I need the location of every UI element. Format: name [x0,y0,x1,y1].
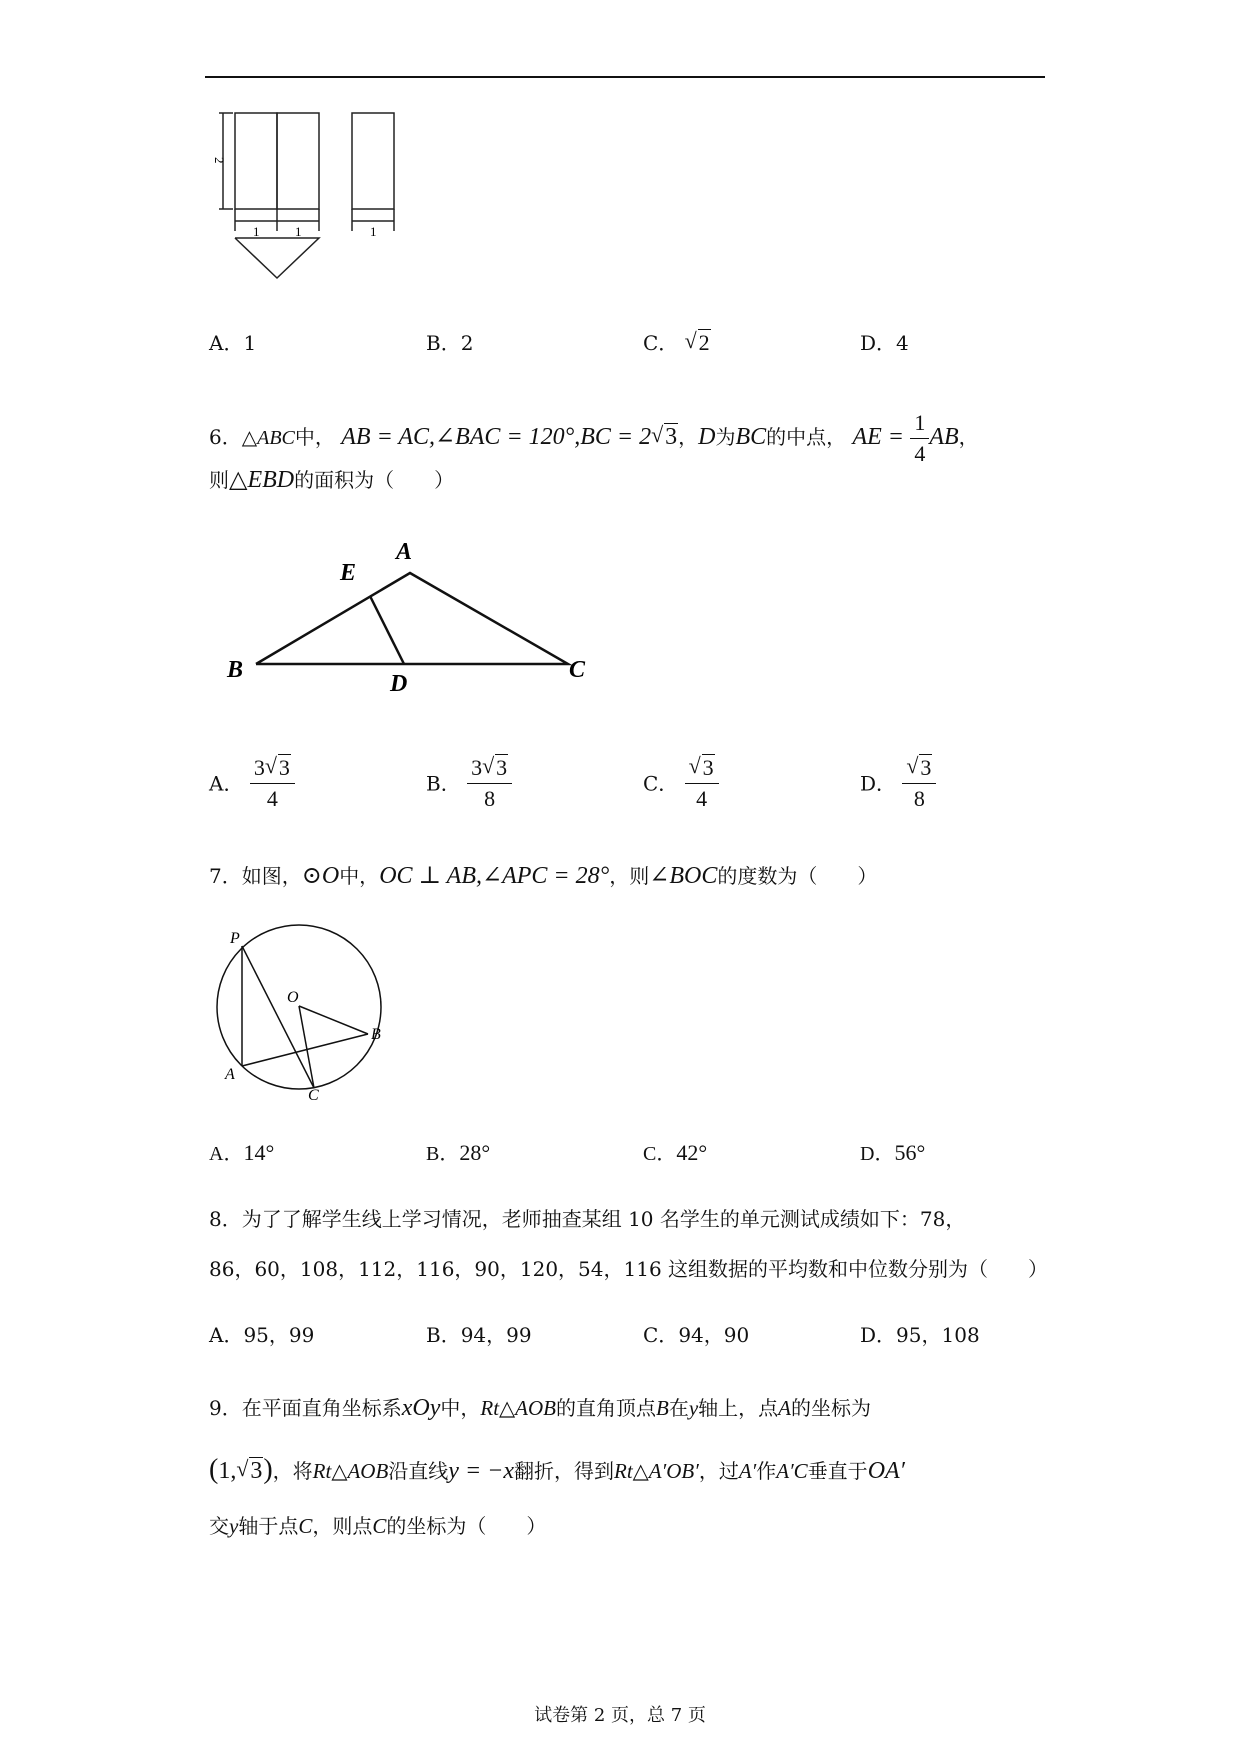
dim-width-1: 1 [253,224,260,239]
q6-stem-line1: 6．△ABC中， AB = AC,∠BAC = 120°,BC = 2√ 3，D为BC的中点， AE = $\frac{1}{4}$ AB， [209,408,979,469]
top-view-triangle [235,238,319,278]
sqrt-symbol: √ 2 [685,329,711,357]
q5-option-b: B．2 [426,331,474,355]
label-c: C [569,657,586,683]
q7-option-c: C．42° [643,1140,708,1165]
q6-option-d: D． √ $\frac{3}{8}$ [860,753,936,814]
label-e: E [340,560,357,586]
side-view [352,113,394,209]
q6-option-a: A． $\frac{3√ 3}{4}$ [209,753,295,814]
q6-fraction: $\frac{1}{4}$ [910,408,929,469]
q9-stem-line3: 交y轴于点C，则点C的坐标为（ ） [209,1514,547,1538]
three-view-figure [212,105,405,285]
q8-option-d: D．95，108 [860,1323,980,1347]
dim-width-3: 1 [370,224,377,239]
label-c: C [308,1087,319,1104]
label-b: B [371,1026,381,1043]
q6-option-b: B． $\frac{3√ 3}{8}$ [426,753,512,814]
label-a: A [396,539,413,565]
q9-stem-line2: (1,√ 3)，将Rt△AOB沿直线y = −x翻折，得到Rt△A′OB′，过A′作A′C垂直于OA′ [209,1456,905,1485]
label-a: A [225,1066,235,1083]
q8-option-a: A．95，99 [209,1323,315,1347]
q7-stem: 7．如图，⊙O中，OC ⊥ AB,∠APC = 28°，则∠BOC的度数为（ ） [209,863,878,889]
q8-option-c: C．94，90 [643,1323,750,1347]
label-d: D [390,671,408,697]
q6-stem-line2: 则△EBD的面积为（ ） [209,467,455,493]
label-o: O [287,989,299,1006]
header-rule [205,76,1045,78]
q6-option-c: C． √ $\frac{3}{4}$ [643,753,719,814]
q8-stem-line1: 8．为了了解学生线上学习情况，老师抽查某组 10 名学生的单元测试成绩如下：78， [209,1207,966,1231]
page-footer: 试卷第 2 页，总 7 页 [534,1705,706,1726]
q9-stem-line1: 9．在平面直角坐标系xOy中，Rt△AOB的直角顶点B在y轴上，点A的坐标为 [209,1395,871,1421]
label-p: P [230,930,240,947]
q5-option-d: D．4 [860,331,909,355]
front-view-left [235,113,277,209]
q7-option-b: B．28° [426,1140,491,1165]
front-view-right [277,113,319,209]
q8-option-b: B．94，99 [426,1323,532,1347]
dim-width-2: 1 [295,224,302,239]
q7-option-d: D．56° [860,1140,926,1165]
triangle-figure [220,535,600,705]
dim-height: 2 [212,157,227,164]
label-b: B [227,657,244,683]
q5-option-a: A．1 [209,331,257,355]
q8-stem-line2: 86，60，108，112，116，90，120，54，116 这组数据的平均数和中位数分别为（ ） [209,1257,1049,1281]
circle-figure [205,925,405,1104]
q7-option-a: A．14° [209,1140,275,1165]
q5-option-c: C． √ 2 [643,329,711,357]
